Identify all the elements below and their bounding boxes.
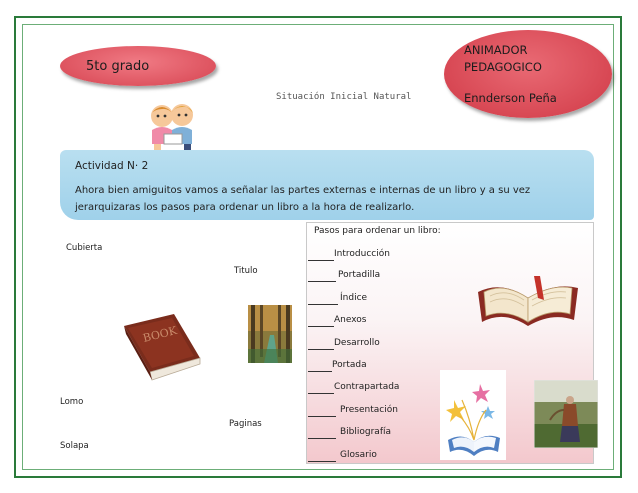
- activity-title: Actividad N· 2: [75, 160, 149, 172]
- step-blank[interactable]: [308, 371, 332, 372]
- step-blank[interactable]: [308, 304, 338, 305]
- teacher-name: Ennderson Peña: [464, 91, 557, 105]
- step-item: Contrapartada: [334, 382, 400, 392]
- step-blank[interactable]: [308, 461, 336, 462]
- step-blank[interactable]: [308, 326, 334, 327]
- label-lomo: Lomo: [60, 397, 84, 407]
- painting-image: [534, 380, 598, 448]
- magic-book-icon: [440, 370, 506, 460]
- step-blank[interactable]: [308, 349, 334, 350]
- kids-reading-icon: [144, 100, 202, 154]
- step-item: Glosario: [340, 450, 377, 460]
- step-item: Desarrollo: [334, 338, 380, 348]
- grade-label: 5to grado: [86, 58, 150, 74]
- steps-title: Pasos para ordenar un libro:: [314, 226, 441, 236]
- step-item: Bibliografía: [340, 427, 392, 437]
- open-book-icon: [474, 268, 582, 330]
- label-cubierta: Cubierta: [66, 243, 103, 253]
- forest-path-image: [248, 305, 292, 363]
- situation-title: Situación Inicial Natural: [276, 92, 412, 102]
- teacher-role: ANIMADOR PEDAGOGICO: [464, 43, 542, 74]
- step-blank[interactable]: [308, 438, 336, 439]
- svg-text:BOOK: BOOK: [141, 323, 179, 345]
- closed-book-icon: [118, 312, 204, 384]
- step-blank[interactable]: [308, 416, 336, 417]
- step-item: Portada: [332, 360, 367, 370]
- step-item: Índice: [340, 293, 368, 303]
- step-blank[interactable]: [308, 393, 334, 394]
- label-titulo: Titulo: [234, 266, 258, 276]
- step-item: Anexos: [334, 315, 367, 325]
- step-blank[interactable]: [308, 281, 336, 282]
- label-solapa: Solapa: [60, 441, 89, 451]
- step-item: Portadilla: [338, 270, 381, 280]
- label-paginas: Paginas: [229, 419, 262, 429]
- activity-instructions: Ahora bien amiguitos vamos a señalar las partes externas e internas de un libro y a su vez jerarquizaras los pasos para ordenar un libro a la hora de realizarlo.: [75, 185, 531, 213]
- step-blank[interactable]: [308, 260, 334, 261]
- step-item: Presentación: [340, 405, 398, 415]
- step-item: Introducción: [334, 249, 390, 259]
- grade-badge: [60, 46, 216, 86]
